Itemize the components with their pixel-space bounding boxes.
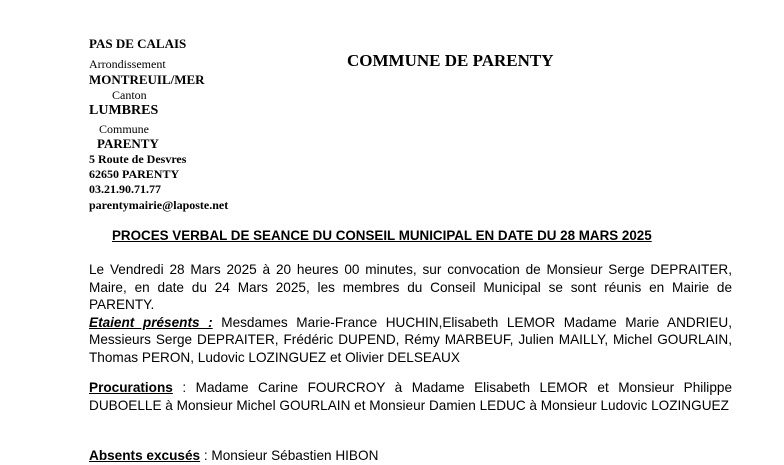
procurations-paragraph	[89, 379, 732, 414]
canton-label: Canton	[112, 88, 147, 102]
arrondissement-label: Arrondissement	[89, 57, 166, 71]
absents-label: Absents excusés	[89, 448, 201, 463]
presents-text: Mesdames Marie-France HUCHIN,Elisabeth LEMOR Madame Marie ANDRIEU, Messieurs Serge DEPRAITER, Frédéric DUPEND, Rémy MARBEUF, Julien MAILLY, Michel GOURLAIN, Thomas PERON, Ludovic LOZINGUEZ et Olivier DELSEAUX	[89, 314, 732, 365]
absents-paragraph	[89, 447, 732, 465]
document-title: PROCES VERBAL DE SEANCE DU CONSEIL MUNICIPAL EN DATE DU 28 MARS 2025	[112, 228, 652, 243]
commune-title: COMMUNE DE PARENTY	[347, 51, 554, 70]
absents-text: : Monsieur Sébastien HIBON	[203, 448, 379, 463]
commune: PARENTY	[97, 136, 159, 151]
canton: LUMBRES	[89, 103, 159, 118]
department: PAS DE CALAIS	[89, 36, 187, 51]
arrondissement: MONTREUIL/MER	[89, 72, 205, 87]
postal-code: 62650 PARENTY	[89, 167, 180, 181]
procurations-label: Procurations	[89, 380, 173, 395]
procurations-text: : Madame Carine FOURCROY à Madame Elisabeth LEMOR et Monsieur Philippe DUBOELLE à Monsieur Michel GOURLAIN et Monsieur Damien LEDUC à Monsieur Ludovic LOZINGUEZ	[89, 380, 733, 413]
email-address: parentymairie@laposte.net	[89, 198, 229, 212]
intro-text: Le Vendredi 28 Mars 2025 à 20 heures 00 minutes, sur convocation de Monsieur Serge DEPRAITER, Maire, en date du 24 Mars 2025, les membres du Conseil Municipal se sont réunis en Mairie de PARENTY.	[89, 262, 732, 312]
phone-number: 03.21.90.71.77	[89, 182, 161, 196]
address: 5 Route de Desvres	[89, 152, 187, 166]
presents-label: Etaient présents :	[89, 314, 213, 330]
intro-paragraph	[89, 261, 732, 366]
commune-label: Commune	[99, 122, 149, 136]
